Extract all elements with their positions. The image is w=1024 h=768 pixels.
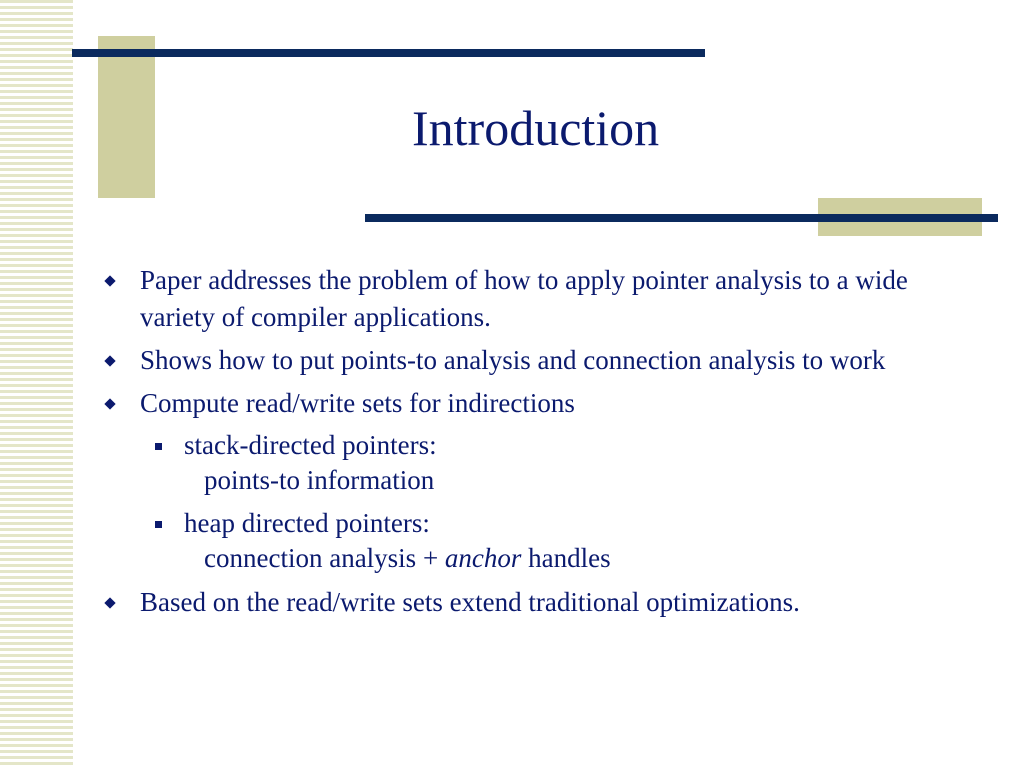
sub-bullet-detail-after: handles (521, 543, 611, 573)
sub-bullet-text: heap directed pointers: (184, 508, 430, 538)
diamond-bullet-icon (104, 398, 115, 409)
diamond-bullet-icon (104, 355, 115, 366)
square-bullet-icon (155, 521, 162, 528)
decorative-khaki-block-top (98, 36, 155, 198)
bullet-item (104, 584, 984, 621)
bullet-text: Shows how to put points-to analysis and connection analysis to work (140, 345, 886, 375)
bullet-item (104, 262, 984, 336)
diamond-bullet-icon (104, 275, 115, 286)
sub-bullet-detail: points-to information (204, 465, 435, 495)
square-bullet-icon (155, 443, 162, 450)
bullet-text: Compute read/write sets for indirections (140, 388, 575, 418)
decorative-navy-line-bottom (365, 214, 998, 222)
bullet-item (104, 385, 984, 422)
bullet-text: Paper addresses the problem of how to apply pointer analysis to a wide variety of compiler applications. (140, 265, 908, 332)
sub-bullet-text: stack-directed pointers: (184, 430, 437, 460)
sub-bullet-detail (184, 541, 984, 576)
diamond-bullet-icon (104, 597, 115, 608)
sub-bullet-item (104, 506, 984, 576)
decorative-stripe-band (0, 0, 73, 768)
decorative-navy-line-top (72, 49, 705, 57)
sub-bullet-item (104, 428, 984, 498)
sub-bullet-detail-before: connection analysis + (204, 543, 445, 573)
slide-title: Introduction (412, 100, 660, 156)
sub-bullet-detail-italic: anchor (444, 543, 522, 573)
bullet-text: Based on the read/write sets extend traditional optimizations. (140, 587, 800, 617)
bullet-item (104, 342, 984, 379)
bullet-list (104, 262, 984, 627)
